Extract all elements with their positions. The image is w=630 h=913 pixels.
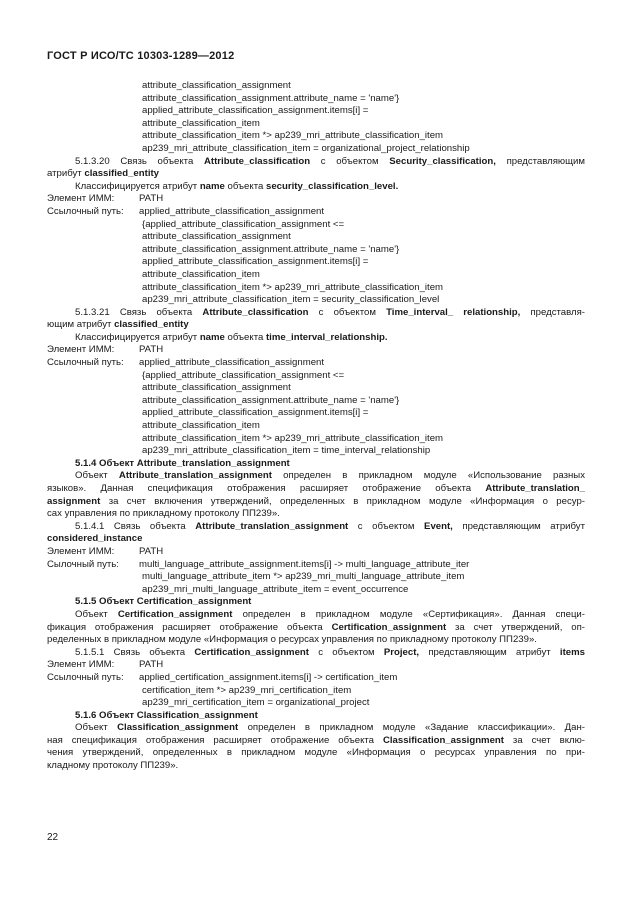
text-line [47,697,585,710]
bold-term: Time_interval_ relationship, [386,306,521,318]
text-run: объекта [224,180,266,192]
text-run: с объектом [308,306,387,318]
text-run: PATH [139,193,164,205]
text-line [47,294,585,307]
text-run: Классифицируется атрибут [75,331,200,343]
text-run: attribute_classification_item *> ap239_mri_attribute_classification_item [142,281,444,293]
text-run: Объект [75,608,118,620]
text-run: attribute_classification_item [142,268,260,280]
text-run: PATH [139,344,164,356]
text-line [47,105,585,118]
bold-term: Attribute_translation_ [485,483,585,494]
text-run: определен в прикладном модуле «Сертификация». Данная специ- [232,608,585,620]
text-line [47,319,585,332]
text-run: attribute_classification_item [142,420,260,432]
bold-term: Attribute_translation_assignment [195,520,349,532]
text-run: attribute_classification_assignment.attribute_name = 'name'} [142,92,400,104]
text-line [47,470,585,483]
text-run: applied_attribute_classification_assignment.items[i] = [142,105,369,117]
text-run: с объектом [348,520,425,532]
text-run: определен в прикладном модуле «Использование разных [271,470,585,482]
bold-term: Classification_assignment [382,734,504,746]
bold-term: Certification_assignment [117,608,233,620]
field-label: Элемент ИММ: [47,344,115,356]
text-run: 5.1.3.20 Связь объекта [75,155,204,167]
page-number: 22 [47,832,59,843]
text-line [47,420,585,433]
text-run: фикация отображения расширяет отображение объекта [47,621,332,633]
bold-term: classified_entity [84,168,160,180]
text-line [47,533,585,546]
bold-term: 5.1.4 Объект Attribute_translation_assignment [75,457,290,469]
text-line [47,130,585,143]
text-line [47,143,585,156]
text-run: ределенных в прикладном модуле «Информация о ресурсах управления по прикладному протоколу ПП239». [47,634,537,646]
text-line [47,445,585,458]
text-run: PATH [139,545,164,557]
text-line [47,370,585,383]
bold-term: 5.1.5 Объект Certification_assignment [75,596,252,608]
bold-term: assignment [47,495,101,507]
text-line [47,206,585,219]
text-line [47,710,585,723]
text-run: определен в прикладном модуле «Задание классификации». Дан- [238,722,585,734]
text-run: языков». Данная спецификация отображения расширяет отображение объекта [47,483,486,494]
text-line [47,193,585,206]
text-run: ная спецификация отображения расширяет отображение объекта [47,734,383,746]
text-line [47,407,585,420]
text-run: ap239_mri_attribute_classification_item = organizational_project_relationship [142,142,470,154]
text-line [47,80,585,93]
text-run: applied_certification_assignment.items[i] -> certification_item [139,671,398,683]
text-line [47,332,585,345]
text-line [47,685,585,698]
text-line [47,357,585,370]
text-line [47,181,585,194]
text-run: за счет включения утверждений, определенных в прикладном модуле «Информация о ресур- [100,495,585,507]
text-line [47,508,585,521]
bold-term: Attribute_classification [203,155,311,167]
text-line [47,118,585,131]
bold-term: name [199,180,225,192]
text-line [47,256,585,269]
bold-term: 5.1.6 Объект Classification_assignment [75,709,258,721]
text-run: applied_attribute_classification_assignment [139,205,325,217]
text-line [47,168,585,181]
text-run: 5.1.5.1 Связь объекта [75,646,195,658]
text-line [47,596,585,609]
text-line [47,571,585,584]
text-run: представляющим атрибут [452,520,585,532]
text-run: чения утверждений, определенных в прикладном модуле «Информация о ресурсах управления по при- [47,747,585,759]
text-run: attribute_classification_assignment [142,80,291,91]
text-line [47,483,585,496]
text-line [47,282,585,295]
text-line [47,647,585,660]
text-run: attribute_classification_item *> ap239_mri_attribute_classification_item [142,432,444,444]
text-run: attribute_classification_assignment.attribute_name = 'name'} [142,394,400,406]
text-line [47,93,585,106]
text-run: attribute_classification_assignment [142,231,291,243]
text-run: ющим атрибут [47,319,115,331]
text-run: attribute_classification_item [142,117,260,129]
text-run: applied_attribute_classification_assignment.items[i] = [142,407,369,419]
text-run: ap239_mri_certification_item = organizational_project [142,697,370,709]
text-run: кладному протоколу ПП239». [47,760,179,772]
text-line [47,672,585,685]
text-run: {applied_attribute_classification_assignment <= [142,369,345,381]
text-run: applied_attribute_classification_assignment.items[i] = [142,256,369,268]
field-label: Ссылочный путь: [47,671,124,683]
bold-term: Certification_assignment [331,621,447,633]
document-body [47,80,585,773]
text-line [47,382,585,395]
page-header: ГОСТ Р ИСО/ТС 10303-1289—2012 [47,50,235,62]
text-line [47,546,585,559]
text-run: с объектом [310,155,390,167]
text-line [47,760,585,773]
text-line [47,219,585,232]
text-run: attribute_classification_assignment [142,382,291,394]
text-run: атрибут [47,168,85,180]
text-line [47,584,585,597]
bold-term: Classification_assignment [117,722,239,734]
field-label: Ссылочный путь: [47,357,124,369]
text-run: attribute_classification_item *> ap239_mri_attribute_classification_item [142,130,444,142]
bold-term: Attribute_translation_assignment [118,470,272,482]
text-run: Классифицируется атрибут [75,180,200,192]
text-run: multi_language_attribute_assignment.items[i] -> multi_language_attribute_iter [139,558,470,570]
text-run: ap239_mri_attribute_classification_item = time_interval_relationship [142,445,431,457]
bold-term: considered_instance [47,533,143,545]
text-line [47,722,585,735]
text-run: с объектом [308,646,384,658]
field-label: Элемент ИММ: [47,659,115,671]
text-line [47,231,585,244]
text-run: multi_language_attribute_item *> ap239_mri_multi_language_attribute_item [142,571,465,583]
text-line [47,622,585,635]
bold-term: Attribute_classification [202,306,309,318]
text-run: 5.1.3.21 Связь объекта [75,306,203,318]
text-line [47,559,585,572]
text-line [47,747,585,760]
bold-term: items [559,646,585,658]
text-line [47,634,585,647]
text-line [47,609,585,622]
bold-term: Event, [424,520,453,532]
text-line [47,244,585,257]
bold-term: Security_classification, [389,155,496,167]
text-line [47,156,585,169]
text-line [47,433,585,446]
text-run: certification_item *> ap239_mri_certification_item [142,684,352,696]
text-run: 5.1.4.1 Связь объекта [75,520,196,532]
text-run: Объект [75,470,119,482]
bold-term: name [199,331,225,343]
bold-term: security_classification_level. [265,180,399,192]
bold-term: time_interval_relationship. [265,331,388,343]
text-run: представляющим атрибут [419,646,560,658]
text-run: applied_attribute_classification_assignment [139,357,325,369]
text-run: сах управления по прикладному протоколу ПП239». [47,508,280,520]
text-run: за счет вклю- [503,734,585,746]
field-label: Элемент ИММ: [47,193,115,205]
text-line [47,307,585,320]
text-line [47,395,585,408]
text-line [47,344,585,357]
bold-term: Certification_assignment [194,646,309,658]
text-run: Объект [75,722,118,734]
text-run: за счет утверждений, оп- [446,621,585,633]
field-label: Сылочный путь: [47,558,119,570]
text-line [47,458,585,471]
text-run: представляющим [495,155,585,167]
field-label: Ссылочный путь: [47,205,124,217]
text-run: attribute_classification_assignment.attribute_name = 'name'} [142,243,400,255]
text-run: ap239_mri_multi_language_attribute_item = event_occurrence [142,583,409,595]
field-label: Элемент ИММ: [47,545,115,557]
text-run: объекта [224,331,266,343]
bold-term: Project, [383,646,420,658]
text-line [47,269,585,282]
text-line [47,735,585,748]
text-run: представля- [520,306,585,318]
text-line [47,521,585,534]
bold-term: classified_entity [114,319,189,331]
text-run: {applied_attribute_classification_assignment <= [142,218,345,230]
text-line [47,496,585,509]
text-run: PATH [139,659,164,671]
text-run: ap239_mri_attribute_classification_item = security_classification_level [142,294,440,306]
text-line [47,659,585,672]
